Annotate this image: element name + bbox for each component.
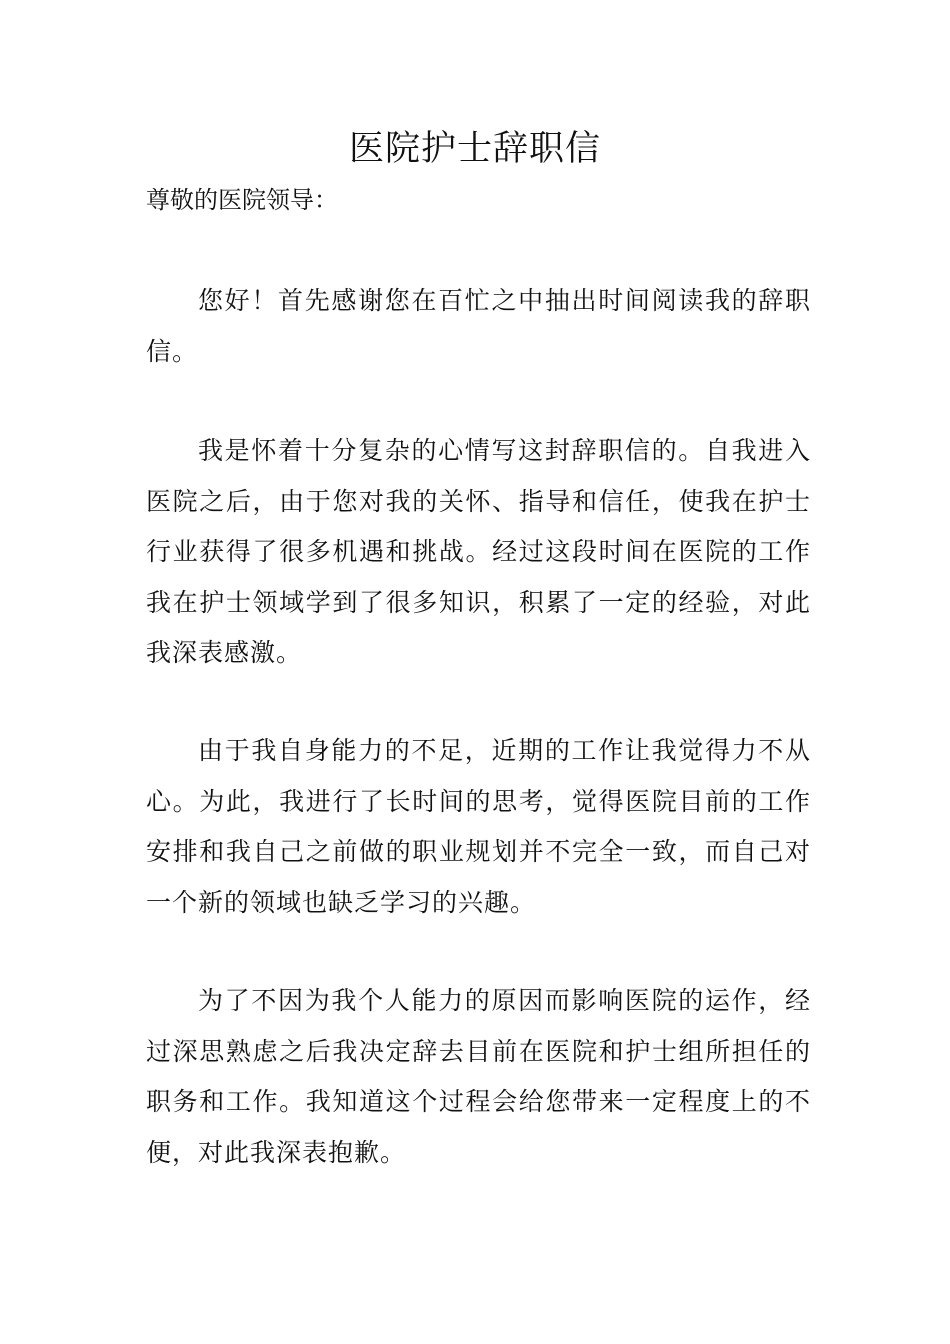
paragraph-gratitude: 我是怀着十分复杂的心情写这封辞职信的。自我进入医院之后，由于您对我的关怀、指导和信任，使我在护士行业获得了很多机遇和挑战。经过这段时间在医院的工作我在护士领域学到了很多知识，积累了一定的经验，对此我深表感激。 bbox=[146, 436, 811, 667]
paragraph-reason: 由于我自身能力的不足，近期的工作让我觉得力不从心。为此，我进行了长时间的思考，觉得医院目前的工作安排和我自己之前做的职业规划并不完全一致，而自己对一个新的领域也缺乏学习的兴趣。 bbox=[146, 736, 811, 917]
document-title: 医院护士辞职信 bbox=[348, 129, 601, 169]
paragraph-decision: 为了不因为我个人能力的原因而影响医院的运作，经过深思熟虑之后我决定辞去目前在医院和护士组所担任的职务和工作。我知道这个过程会给您带来一定程度上的不便，对此我深表抱歉。 bbox=[146, 986, 811, 1167]
salutation: 尊敬的医院领导： bbox=[146, 186, 338, 214]
paragraph-greeting: 您好！首先感谢您在百忙之中抽出时间阅读我的辞职信。 bbox=[146, 286, 811, 366]
